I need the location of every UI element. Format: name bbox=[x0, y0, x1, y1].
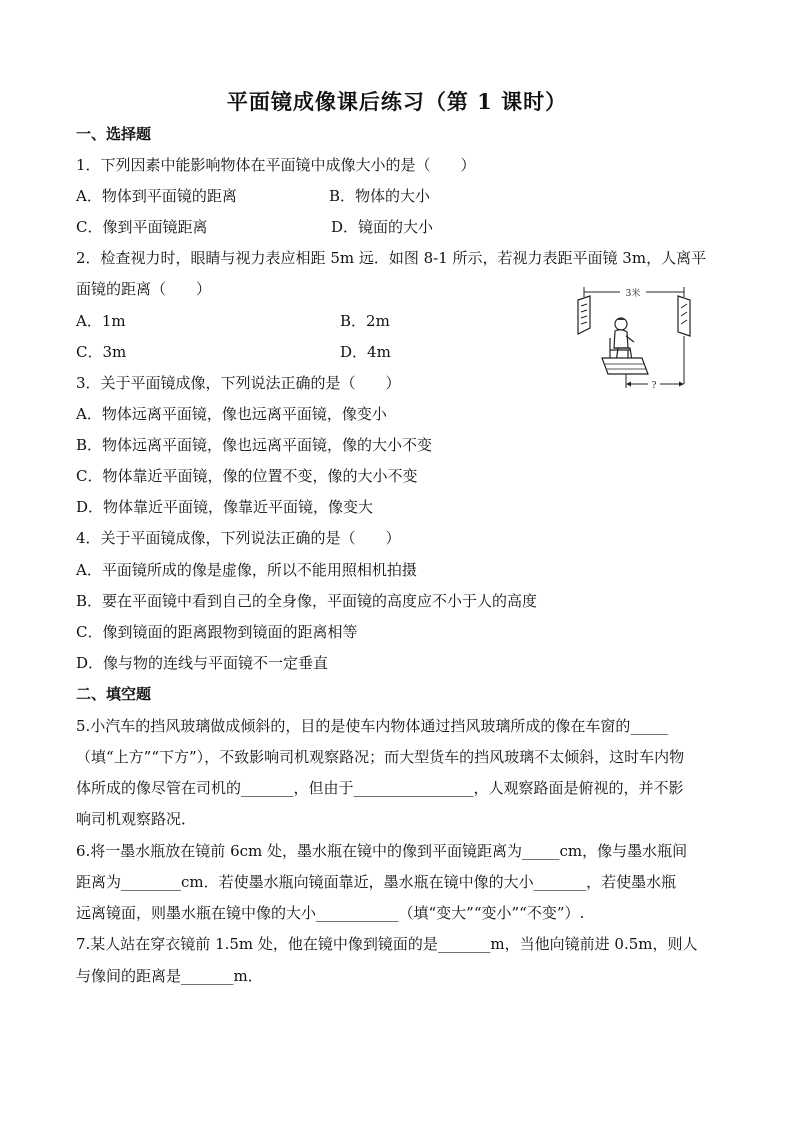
q5-line2: （填“上方”“下方”），不致影响司机观察路况；而大型货车的挡风玻璃不太倾斜，这时车内物 bbox=[76, 748, 685, 766]
figure-top-label: 3米 bbox=[625, 289, 641, 299]
figure-svg bbox=[568, 282, 698, 394]
q2-stem-line2: 面镜的距离（ ） bbox=[76, 280, 212, 298]
q7-line2: 与像间的距离是_______m． bbox=[76, 967, 263, 985]
q4-option-c: C．像到镜面的距离跟物到镜面的距离相等 bbox=[76, 623, 358, 641]
q2-option-b: B．2m bbox=[340, 312, 390, 330]
q1-option-d: D．镜面的大小 bbox=[331, 218, 434, 236]
floor-mat bbox=[602, 358, 648, 374]
q5-line4: 响司机观察路况． bbox=[76, 810, 197, 828]
q3-option-c: C．物体靠近平面镜，像的位置不变，像的大小不变 bbox=[76, 467, 418, 485]
q2-stem-line1: 2．检查视力时，眼睛与视力表应相距 5m 远．如图 8-1 所示，若视力表距平面镜 3m，人离平 bbox=[76, 249, 707, 267]
q1-option-a: A．物体到平面镜的距离 bbox=[76, 187, 237, 205]
q6-line1: 6.将一墨水瓶放在镜前 6cm 处，墨水瓶在镜中的像到平面镜距离为_____cm，像与墨水瓶间 bbox=[76, 842, 688, 860]
q5-line3: 体所成的像尽管在司机的_______，但由于________________，人观察路面是俯视的，并不影 bbox=[76, 779, 684, 797]
section-heading-fill: 二、填空题 bbox=[76, 685, 152, 703]
mirror-shape bbox=[678, 296, 690, 336]
q1-option-c: C．像到平面镜距离 bbox=[76, 218, 208, 236]
person-body bbox=[614, 330, 628, 348]
q6-line2: 距离为________cm．若使墨水瓶向镜面靠近，墨水瓶在镜中像的大小_______，若使墨水瓶 bbox=[76, 873, 677, 891]
q4-stem: 4．关于平面镜成像，下列说法正确的是（ ） bbox=[76, 529, 401, 547]
figure-bottom-label: ? bbox=[651, 381, 657, 391]
eye-chart-shape bbox=[578, 296, 590, 334]
q1-option-b: B．物体的大小 bbox=[329, 187, 431, 205]
q2-option-a: A．1m bbox=[76, 312, 126, 330]
section-heading-choice: 一、选择题 bbox=[76, 125, 152, 143]
q3-stem: 3．关于平面镜成像，下列说法正确的是（ ） bbox=[76, 374, 401, 392]
q6-line3: 远离镜面，则墨水瓶在镜中像的大小___________（填“变大”“变小”“不变”）. bbox=[76, 904, 585, 922]
q4-option-d: D．像与物的连线与平面镜不一定垂直 bbox=[76, 654, 329, 672]
q2-option-d: D．4m bbox=[340, 343, 391, 361]
q7-line1: 7.某人站在穿衣镜前 1.5m 处，他在镜中像到镜面的是_______m，当他向镜前进 0.5m，则人 bbox=[76, 935, 698, 953]
q2-option-c: C．3m bbox=[76, 343, 127, 361]
q3-option-d: D．物体靠近平面镜，像靠近平面镜，像变大 bbox=[76, 498, 374, 516]
q5-line1: 5.小汽车的挡风玻璃做成倾斜的，目的是使车内物体通过挡风玻璃所成的像在车窗的_____ bbox=[76, 717, 668, 735]
q3-option-b: B．物体远离平面镜，像也远离平面镜，像的大小不变 bbox=[76, 436, 433, 454]
figure-eye-chart-mirror bbox=[568, 282, 698, 394]
q1-stem: 1．下列因素中能影响物体在平面镜中成像大小的是（ ） bbox=[76, 156, 476, 174]
q4-option-b: B．要在平面镜中看到自己的全身像，平面镜的高度应不小于人的高度 bbox=[76, 592, 538, 610]
page-title: 平面镜成像课后练习（第 1 课时） bbox=[226, 89, 568, 114]
q4-option-a: A．平面镜所成的像是虚像，所以不能用照相机拍摄 bbox=[76, 561, 417, 579]
q3-option-a: A．物体远离平面镜，像也远离平面镜，像变小 bbox=[76, 405, 387, 423]
